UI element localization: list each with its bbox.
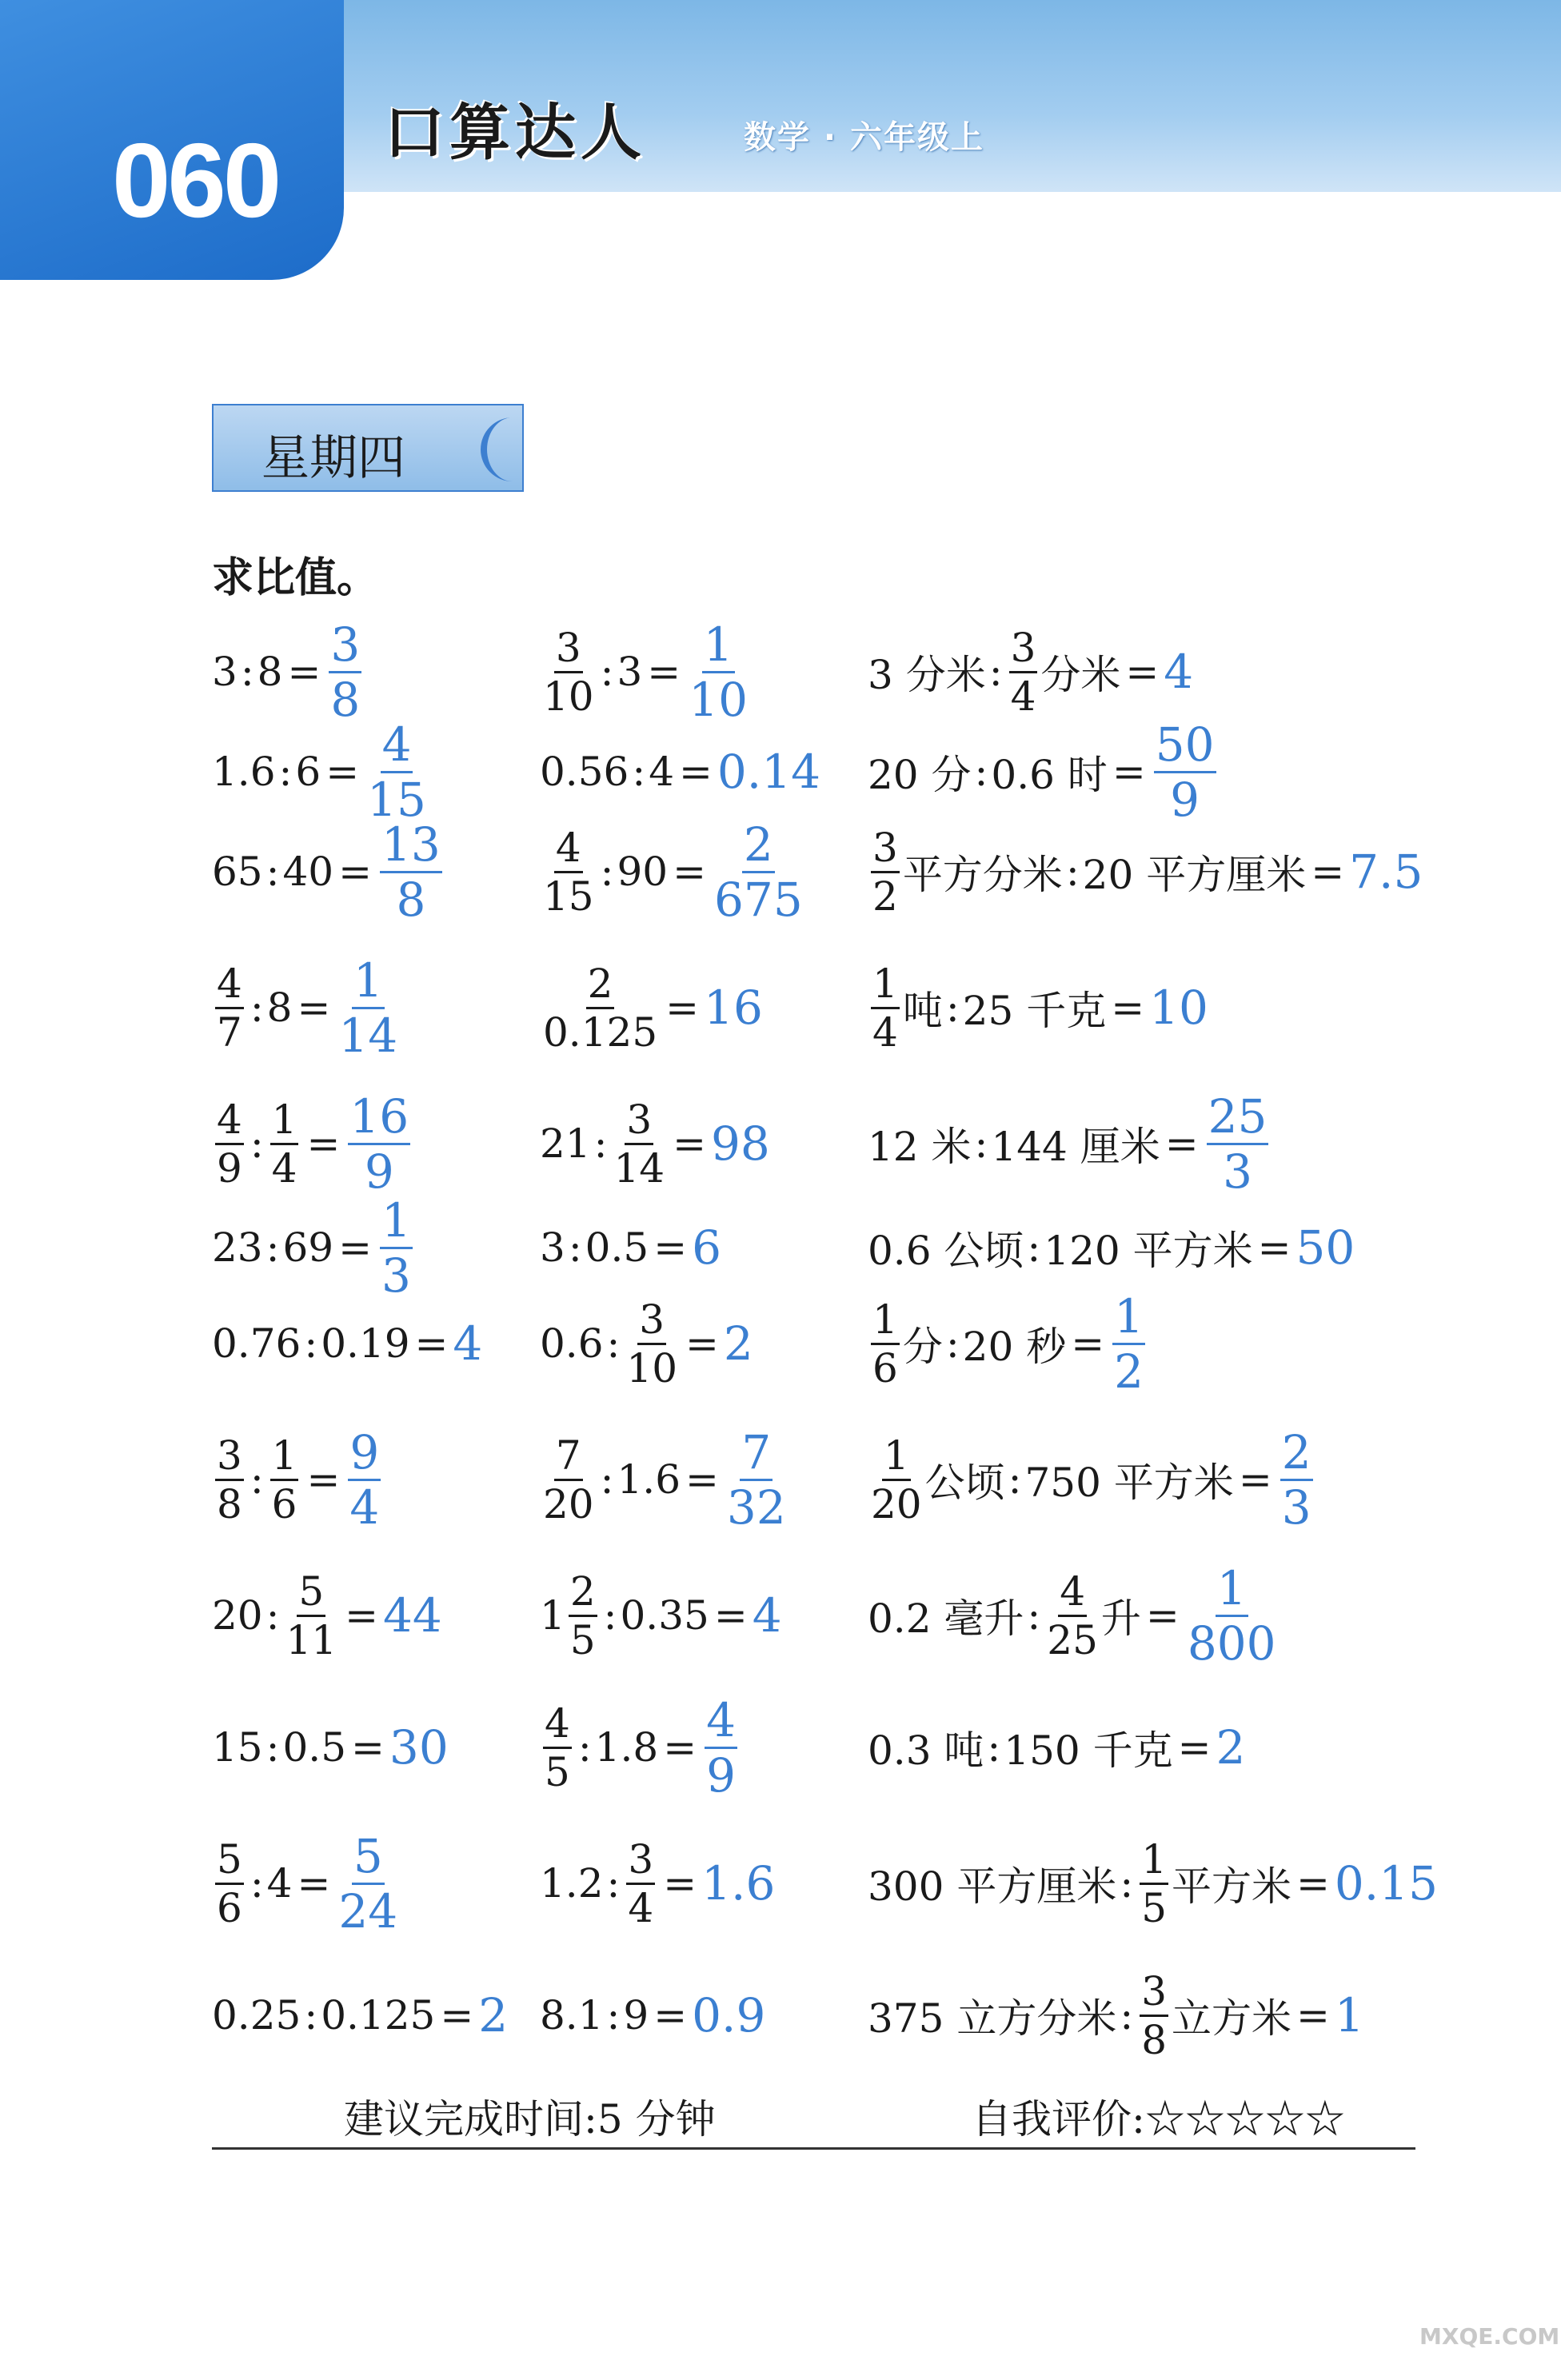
- equals-sign: =: [345, 1592, 379, 1639]
- ratio-colon: :: [606, 1992, 621, 2039]
- term-text: 0.35: [620, 1592, 709, 1639]
- term-text: 0.56: [540, 749, 629, 795]
- fraction: $\frac{7}{32}$: [726, 1424, 786, 1535]
- fraction: $\frac{1}{20}$: [871, 1432, 922, 1527]
- unit-text: 立方米: [1172, 1995, 1292, 2042]
- equals-sign: =: [665, 984, 700, 1031]
- fraction: $\frac{5}{24}$: [338, 1828, 398, 1939]
- term-text: 6: [692, 1220, 722, 1275]
- ratio-exercise: [212, 952, 401, 1063]
- term-text: 20 分: [868, 752, 972, 798]
- term-text: 1.6: [701, 1856, 776, 1911]
- unit-text: 吨: [902, 988, 943, 1034]
- term-text: 144 厘米: [991, 1124, 1160, 1170]
- unit-text: 升: [1100, 1595, 1141, 1642]
- equals-sign: =: [647, 649, 681, 695]
- ratio-colon: :: [568, 1224, 582, 1271]
- fraction: $\frac{4}{25}$: [1047, 1567, 1098, 1663]
- equals-sign: =: [1311, 849, 1345, 895]
- equals-sign: =: [297, 1860, 331, 1907]
- term-text: 0.19: [321, 1320, 410, 1367]
- term-text: 12 米: [868, 1124, 972, 1170]
- fraction: $\frac{7}{20}$: [543, 1432, 594, 1527]
- ratio-exercise: [868, 717, 1220, 827]
- ratio-exercise: [212, 1088, 413, 1199]
- term-text: 0.2 毫升: [868, 1595, 1024, 1642]
- fraction: $\frac{3}{8}$: [1141, 1967, 1167, 2063]
- fraction: $\frac{3}{10}$: [543, 624, 594, 720]
- fraction: $\frac{1}{2}$: [1114, 1288, 1144, 1399]
- ratio-colon: :: [240, 649, 254, 695]
- ratio-exercise: [212, 1699, 449, 1795]
- fraction: $\frac{16}{9}$: [349, 1088, 409, 1199]
- ratio-exercise: [540, 1200, 721, 1296]
- ratio-colon: :: [304, 1992, 318, 2039]
- ratio-colon: :: [250, 984, 264, 1031]
- term-text: 4: [266, 1860, 293, 1907]
- ratio-colon: :: [945, 1320, 960, 1367]
- answer: [1216, 1720, 1246, 1775]
- equals-sign: =: [297, 984, 331, 1031]
- ratio-exercise: [212, 1967, 508, 2063]
- equals-sign: =: [414, 1320, 449, 1367]
- ratio-exercise: [540, 1096, 770, 1192]
- answer: [345, 1088, 413, 1199]
- fraction: $\frac{4}{5}$: [545, 1699, 570, 1795]
- ratio-colon: :: [265, 1224, 280, 1271]
- answer: [1335, 1988, 1364, 2043]
- fraction: $\frac{50}{9}$: [1155, 717, 1215, 827]
- equals-sign: =: [1125, 649, 1160, 695]
- ratio-exercise: [540, 960, 763, 1056]
- crescent-moon-icon: [481, 413, 529, 485]
- ratio-colon: :: [265, 849, 280, 895]
- ratio-exercise: [212, 1567, 442, 1663]
- term-text: 8.1: [540, 1992, 604, 2039]
- ratio-exercise: [540, 1296, 753, 1392]
- unit-text: 分米: [1040, 652, 1121, 698]
- equals-sign: =: [351, 1724, 385, 1771]
- term-text: 65: [212, 849, 263, 895]
- suggested-time: [344, 2087, 716, 2145]
- answer: [1151, 717, 1220, 827]
- ratio-exercise: [868, 960, 1208, 1056]
- ratio-colon: :: [600, 1456, 614, 1503]
- ratio-colon: :: [1008, 1456, 1022, 1503]
- term-text: 20: [212, 1592, 263, 1639]
- ratio-colon: :: [606, 1860, 621, 1907]
- answer: [1277, 1424, 1316, 1535]
- ratio-exercise: [212, 1828, 401, 1939]
- term-text: 8: [257, 649, 283, 695]
- equals-sign: =: [306, 1120, 341, 1167]
- ratio-colon: :: [265, 1724, 280, 1771]
- term-text: 3: [617, 649, 643, 695]
- fraction: $\frac{1}{10}$: [689, 617, 749, 727]
- term-text: 300 平方厘米: [868, 1863, 1117, 1910]
- fraction: $\frac{3}{10}$: [626, 1296, 678, 1392]
- term-text: 10: [1149, 980, 1208, 1035]
- term-text: 2: [723, 1316, 753, 1371]
- fraction: $\frac{4}{7}$: [217, 960, 242, 1056]
- answer: [1349, 845, 1423, 899]
- answer: [717, 745, 820, 799]
- series-title: 口算达人: [384, 97, 646, 168]
- equals-sign: =: [1164, 1120, 1199, 1167]
- term-text: 98: [711, 1116, 770, 1171]
- term-text: 50: [1296, 1220, 1355, 1275]
- equals-sign: =: [663, 1860, 697, 1907]
- ratio-colon: :: [304, 1320, 318, 1367]
- ratio-exercise: [868, 1967, 1364, 2063]
- fraction: $\frac{1}{6}$: [271, 1432, 297, 1527]
- term-text: 750 平方米: [1024, 1460, 1234, 1506]
- ratio-colon: :: [606, 1320, 621, 1367]
- suggested-time-value: 5 分钟: [597, 2096, 716, 2142]
- term-text: 3: [212, 649, 238, 695]
- fraction: $\frac{13}{8}$: [381, 817, 441, 927]
- equals-sign: =: [1257, 1224, 1292, 1271]
- equals-sign: =: [1296, 1860, 1330, 1907]
- subject-grade-subtitle: 数学 · 六年级上: [744, 119, 985, 156]
- term-text: 40: [282, 849, 334, 895]
- term-text: 90: [617, 849, 669, 895]
- answer: [389, 1720, 449, 1775]
- watermark: MXQE.COM: [1419, 2323, 1560, 2350]
- fraction: $\frac{1}{6}$: [872, 1296, 898, 1392]
- ratio-exercise: [868, 1560, 1280, 1671]
- term-text: 20 秒: [962, 1324, 1067, 1370]
- term-text: 4: [453, 1316, 483, 1371]
- answer: [711, 817, 806, 927]
- page-number: 060: [112, 122, 279, 239]
- equals-sign: =: [679, 749, 713, 795]
- fraction: $\frac{1}{14}$: [338, 952, 398, 1063]
- term-text: 120 平方米: [1044, 1228, 1253, 1274]
- ratio-exercise: [212, 617, 365, 727]
- footer-divider: [212, 2147, 1415, 2150]
- ratio-colon: :: [250, 1120, 264, 1167]
- ratio-colon: :: [987, 1724, 1001, 1771]
- equals-sign: =: [1112, 749, 1146, 795]
- ratio-colon: :: [1027, 1592, 1041, 1639]
- term-text: 3 分米: [868, 652, 986, 698]
- term-text: 30: [389, 1720, 449, 1775]
- answer: [377, 817, 445, 927]
- term-text: 2: [478, 1988, 509, 2043]
- term-text: 0.9: [692, 1988, 766, 2043]
- term-text: 1.6: [212, 749, 276, 795]
- ratio-exercise: [540, 1967, 765, 2063]
- ratio-colon: :: [250, 1456, 264, 1503]
- term-text: 0.15: [1334, 1856, 1439, 1911]
- day-label: 星期四: [261, 430, 405, 486]
- answer: [711, 1116, 770, 1171]
- term-text: 0.6 时: [991, 752, 1108, 798]
- term-text: 0.6: [540, 1320, 604, 1367]
- fraction: $\frac{4}{9}$: [706, 1692, 737, 1803]
- ratio-colon: :: [577, 1724, 592, 1771]
- answer: [453, 1316, 482, 1371]
- ratio-colon: :: [593, 1120, 608, 1167]
- fraction: $\frac{3}{14}$: [613, 1096, 665, 1192]
- equals-sign: =: [1145, 1592, 1180, 1639]
- ratio-exercise: [540, 1424, 789, 1535]
- fraction: $\frac{9}{4}$: [349, 1424, 380, 1535]
- answer: [1204, 1088, 1272, 1199]
- day-label-box: [212, 404, 524, 492]
- ratio-colon: :: [278, 749, 293, 795]
- equals-sign: =: [1111, 984, 1145, 1031]
- equals-sign: =: [1296, 1992, 1330, 2039]
- term-text: 9: [623, 1992, 649, 2039]
- equals-sign: =: [685, 1320, 719, 1367]
- equals-sign: =: [1238, 1456, 1272, 1503]
- ratio-exercise: [868, 1288, 1148, 1399]
- answer: [724, 1316, 753, 1371]
- answer: [1296, 1220, 1355, 1275]
- fraction: $\frac{4}{9}$: [217, 1096, 242, 1192]
- term-text: 0.76: [212, 1320, 301, 1367]
- term-text: 375 立方分米: [868, 1995, 1117, 2042]
- ratio-colon: :: [1027, 1224, 1041, 1271]
- equals-sign: =: [1071, 1320, 1105, 1367]
- answer: [753, 1588, 782, 1643]
- unit-text: 平方分米: [902, 852, 1063, 898]
- fraction: $\frac{3}{8}$: [217, 1432, 242, 1527]
- ratio-exercise: [868, 1699, 1245, 1795]
- answer: [335, 952, 401, 1063]
- term-text: 25 千克: [962, 988, 1107, 1034]
- fraction: $\frac{4}{15}$: [543, 824, 594, 920]
- term-text: 23: [212, 1224, 263, 1271]
- fraction: $\frac{1}{800}$: [1187, 1560, 1276, 1671]
- term-text: 0.3 吨: [868, 1727, 984, 1774]
- term-text: 1.2: [540, 1860, 604, 1907]
- fraction: $\frac{3}{8}$: [330, 617, 361, 727]
- fraction: $\frac{25}{3}$: [1208, 1088, 1268, 1199]
- term-text: 6: [295, 749, 321, 795]
- answer: [478, 1988, 508, 2043]
- self-evaluation: [972, 2087, 1345, 2145]
- equals-sign: =: [653, 1992, 688, 2039]
- equals-sign: =: [653, 1224, 688, 1271]
- term-text: 0.25: [212, 1992, 301, 2039]
- fraction: $\frac{1}{5}$: [1141, 1835, 1167, 1931]
- fraction: $\frac{2}{3}$: [1281, 1424, 1311, 1535]
- term-text: 0.5: [282, 1724, 347, 1771]
- suggested-time-label: 建议完成时间: [344, 2096, 584, 2142]
- fraction: $\frac{1}{3}$: [381, 1192, 411, 1303]
- ratio-colon: :: [1120, 1992, 1134, 2039]
- equals-sign: =: [713, 1592, 748, 1639]
- answer: [1109, 1288, 1148, 1399]
- fraction: $\frac{5}{6}$: [217, 1835, 242, 1931]
- equals-sign: =: [338, 849, 373, 895]
- unit-text: 分: [902, 1324, 943, 1370]
- fraction: $\frac{1}{4}$: [271, 1096, 297, 1192]
- term-text: 0.6 公顷: [868, 1228, 1024, 1274]
- ratio-exercise: [212, 1424, 384, 1535]
- ratio-colon: :: [250, 1860, 264, 1907]
- self-evaluation-separator: :: [1132, 2096, 1145, 2142]
- answer: [1164, 645, 1193, 699]
- equals-sign: =: [440, 1992, 474, 2039]
- term-text: 1: [1334, 1988, 1364, 2043]
- term-text: 21: [540, 1120, 591, 1167]
- self-evaluation-stars: ☆☆☆☆☆: [1144, 2096, 1345, 2142]
- unit-text: 平方米: [1172, 1863, 1292, 1910]
- ratio-colon: :: [600, 849, 614, 895]
- fraction: $\frac{3}{4}$: [1010, 624, 1036, 720]
- answer: [701, 1856, 775, 1911]
- answer: [364, 717, 429, 827]
- term-text: 1.6: [617, 1456, 681, 1503]
- self-evaluation-label: 自我评价: [972, 2096, 1132, 2142]
- answer: [345, 1424, 384, 1535]
- fraction: $\frac{3}{2}$: [872, 824, 898, 920]
- answer: [701, 1692, 741, 1803]
- answer: [1335, 1856, 1438, 1911]
- ratio-colon: :: [974, 749, 988, 795]
- answer: [685, 617, 751, 727]
- ratio-colon: :: [988, 649, 1003, 695]
- term-text: 8: [266, 984, 293, 1031]
- term-text: 150 千克: [1004, 1727, 1173, 1774]
- answer: [704, 980, 763, 1035]
- answer: [1184, 1560, 1280, 1671]
- ratio-exercise: [868, 824, 1423, 920]
- unit-text: 公顷: [924, 1460, 1005, 1506]
- ratio-colon: :: [945, 984, 960, 1031]
- equals-sign: =: [338, 1224, 373, 1271]
- term-text: 16: [704, 980, 763, 1035]
- ratio-exercise: [540, 1567, 782, 1663]
- term-text: 15: [212, 1724, 263, 1771]
- ratio-colon: :: [265, 1592, 280, 1639]
- equals-sign: =: [306, 1456, 341, 1503]
- ratio-exercise: [540, 1692, 741, 1803]
- ratio-exercise: [868, 1424, 1316, 1535]
- ratio-exercise: [868, 1200, 1355, 1296]
- answer: [325, 617, 365, 727]
- ratio-exercise: [212, 717, 429, 827]
- fraction: $\frac{5}{11}$: [285, 1567, 337, 1663]
- answer: [383, 1588, 442, 1643]
- ratio-exercise: [212, 1192, 416, 1303]
- ratio-exercise: [212, 1296, 482, 1392]
- fraction: $\frac{2}{675}$: [714, 817, 803, 927]
- ratio-colon: :: [974, 1120, 988, 1167]
- ratio-exercise: [868, 624, 1193, 720]
- equals-sign: =: [673, 849, 707, 895]
- ratio-exercise: [540, 617, 751, 727]
- term-text: 0.5: [585, 1224, 649, 1271]
- ratio-exercise: [540, 724, 820, 820]
- term-text: 4: [649, 749, 674, 795]
- suggested-time-separator: :: [584, 2096, 597, 2142]
- ratio-exercise: [540, 817, 806, 927]
- answer: [335, 1828, 401, 1939]
- term-text: 1.8: [594, 1724, 659, 1771]
- equals-sign: =: [287, 649, 321, 695]
- equals-sign: =: [685, 1456, 719, 1503]
- ratio-colon: :: [632, 749, 646, 795]
- ratio-exercise: [212, 817, 445, 927]
- ratio-colon: :: [1120, 1860, 1134, 1907]
- term-text: 4: [1164, 645, 1194, 699]
- term-text: 44: [383, 1588, 442, 1643]
- equals-sign: =: [325, 749, 360, 795]
- fraction: $\frac{4}{15}$: [367, 717, 426, 827]
- term-text: 2: [1216, 1720, 1246, 1775]
- equals-sign: =: [663, 1724, 697, 1771]
- answer: [692, 1988, 765, 2043]
- term-text: 7.5: [1349, 845, 1423, 899]
- ratio-exercise: [868, 1835, 1438, 1931]
- answer: [724, 1424, 789, 1535]
- exercise-instruction: 求比值。: [212, 554, 379, 602]
- fraction: $\frac{3}{4}$: [628, 1835, 654, 1931]
- ratio-colon: :: [1065, 849, 1080, 895]
- mixed-number: 1 $\frac{2}{5}$: [540, 1567, 596, 1663]
- fraction: $\frac{1}{4}$: [872, 960, 898, 1056]
- equals-sign: =: [1177, 1724, 1212, 1771]
- term-text: 69: [282, 1224, 334, 1271]
- fraction: $\frac{2}{0.125}$: [543, 960, 658, 1056]
- equals-sign: =: [673, 1120, 707, 1167]
- term-text: 4: [752, 1588, 782, 1643]
- ratio-colon: :: [600, 649, 614, 695]
- ratio-exercise: [540, 1835, 775, 1931]
- answer: [377, 1192, 416, 1303]
- ratio-exercise: [868, 1088, 1272, 1199]
- ratio-colon: :: [603, 1592, 617, 1639]
- term-text: 0.14: [717, 745, 821, 799]
- answer: [692, 1220, 721, 1275]
- term-text: 0.125: [321, 1992, 436, 2039]
- answer: [1149, 980, 1208, 1035]
- term-text: 20 平方厘米: [1082, 852, 1307, 898]
- term-text: 3: [540, 1224, 565, 1271]
